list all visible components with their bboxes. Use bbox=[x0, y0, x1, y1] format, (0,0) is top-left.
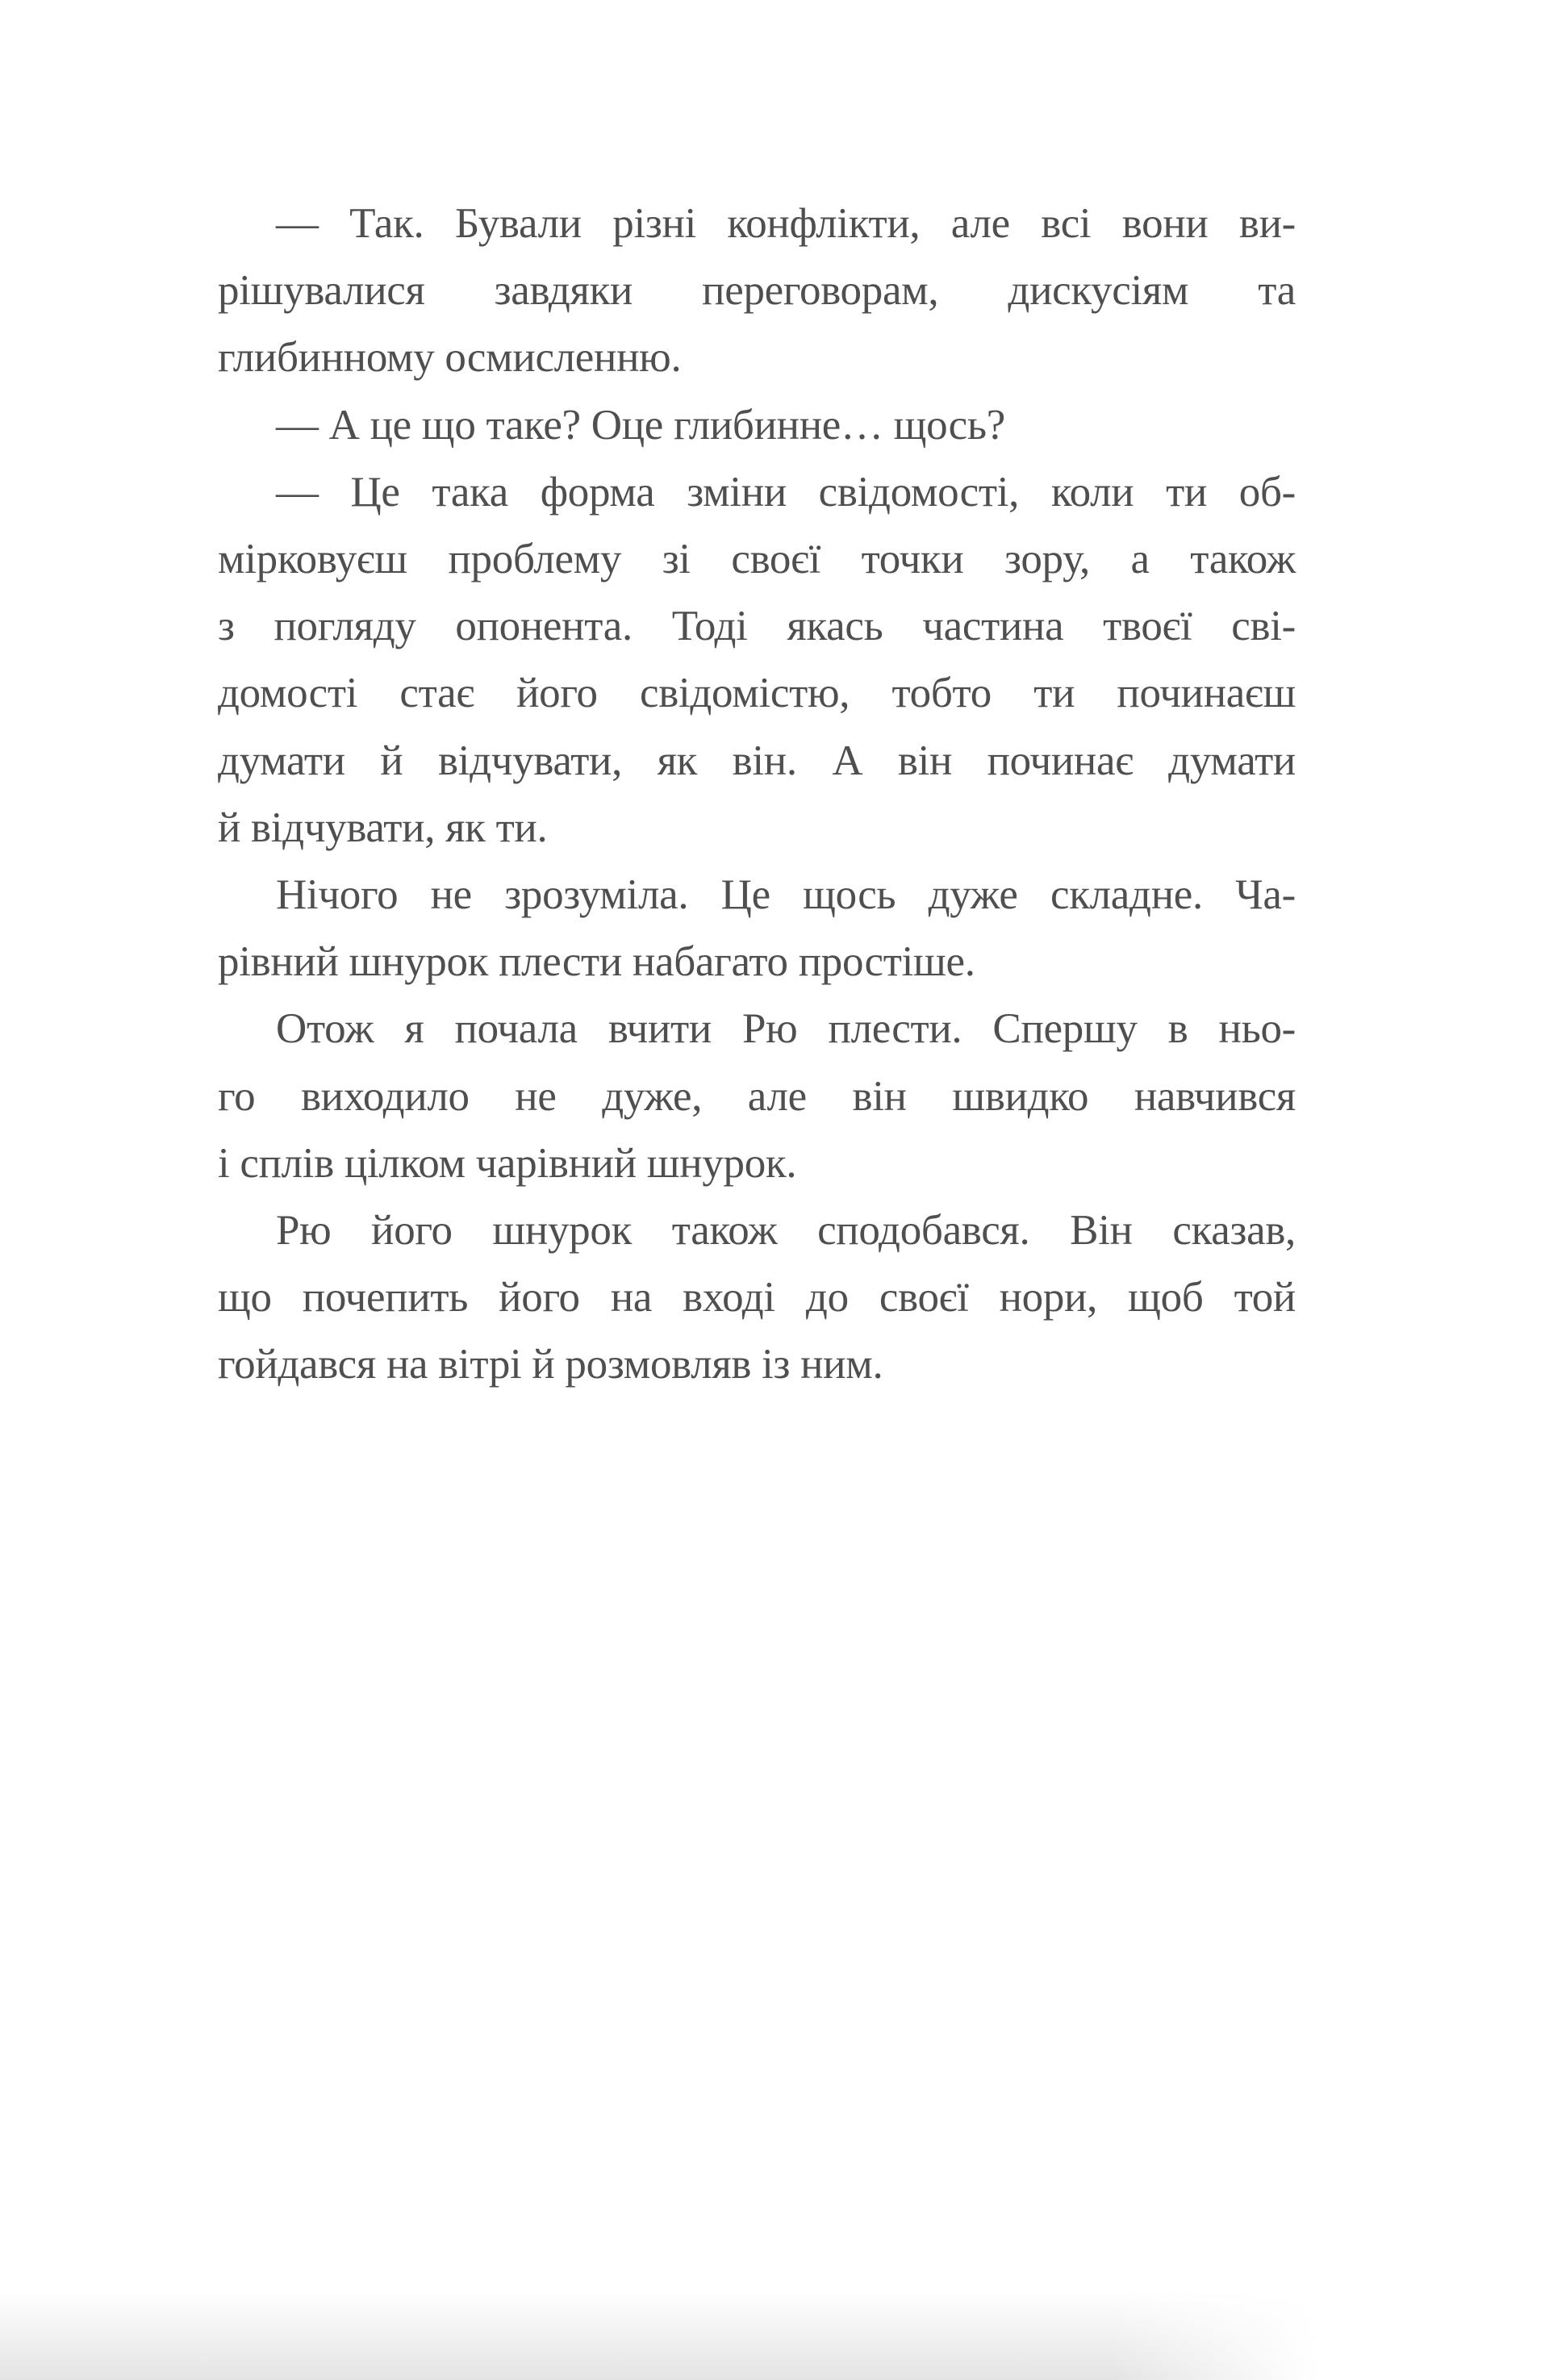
page-bottom-shadow bbox=[0, 2291, 1549, 2380]
book-page-text bbox=[218, 190, 1296, 1399]
text-line: Рю його шнурок також сподобався. Він сказав, bbox=[276, 1207, 1296, 1255]
paragraph-4 bbox=[218, 862, 1296, 996]
text-line: глибинному осмисленню. bbox=[218, 334, 682, 382]
paragraph-1 bbox=[218, 190, 1296, 392]
paragraph-5 bbox=[218, 996, 1296, 1197]
text-line: думати й відчувати, як він. А він починає думати bbox=[218, 737, 1296, 784]
text-line: — А це що таке? Оце глибинне… щось? bbox=[276, 401, 1005, 449]
text-line: домості стає його свідомістю, тобто ти починаєш bbox=[218, 670, 1296, 717]
text-line: й відчувати, як ти. bbox=[218, 804, 548, 851]
text-line: рівний шнурок плести набагато простіше. bbox=[218, 938, 975, 986]
text-line: Отож я почала вчити Рю плести. Спершу в ньо- bbox=[276, 1005, 1296, 1053]
text-line: гойдався на вітрі й розмовляв із ним. bbox=[218, 1341, 883, 1388]
text-line: — Це така форма зміни свідомості, коли ти об- bbox=[276, 468, 1296, 516]
text-line: — Так. Бували різні конфлікти, але всі вони ви- bbox=[276, 200, 1296, 247]
text-line: го виходило не дуже, але він швидко навчився bbox=[218, 1072, 1296, 1120]
paragraph-2 bbox=[218, 392, 1296, 459]
paragraph-3 bbox=[218, 459, 1296, 862]
text-line: Нічого не зрозуміла. Це щось дуже складне. Ча- bbox=[276, 871, 1296, 919]
text-line: і сплів цілком чарівний шнурок. bbox=[218, 1139, 797, 1187]
text-line: з погляду опонента. Тоді якась частина твоєї сві- bbox=[218, 603, 1296, 650]
text-line: мірковуєш проблему зі своєї точки зору, а також bbox=[218, 536, 1296, 583]
text-line: що почепить його на вході до своєї нори, щоб той bbox=[218, 1274, 1296, 1322]
paragraph-6 bbox=[218, 1197, 1296, 1399]
text-line: рішувалися завдяки переговорам, дискусіям та bbox=[218, 267, 1296, 315]
